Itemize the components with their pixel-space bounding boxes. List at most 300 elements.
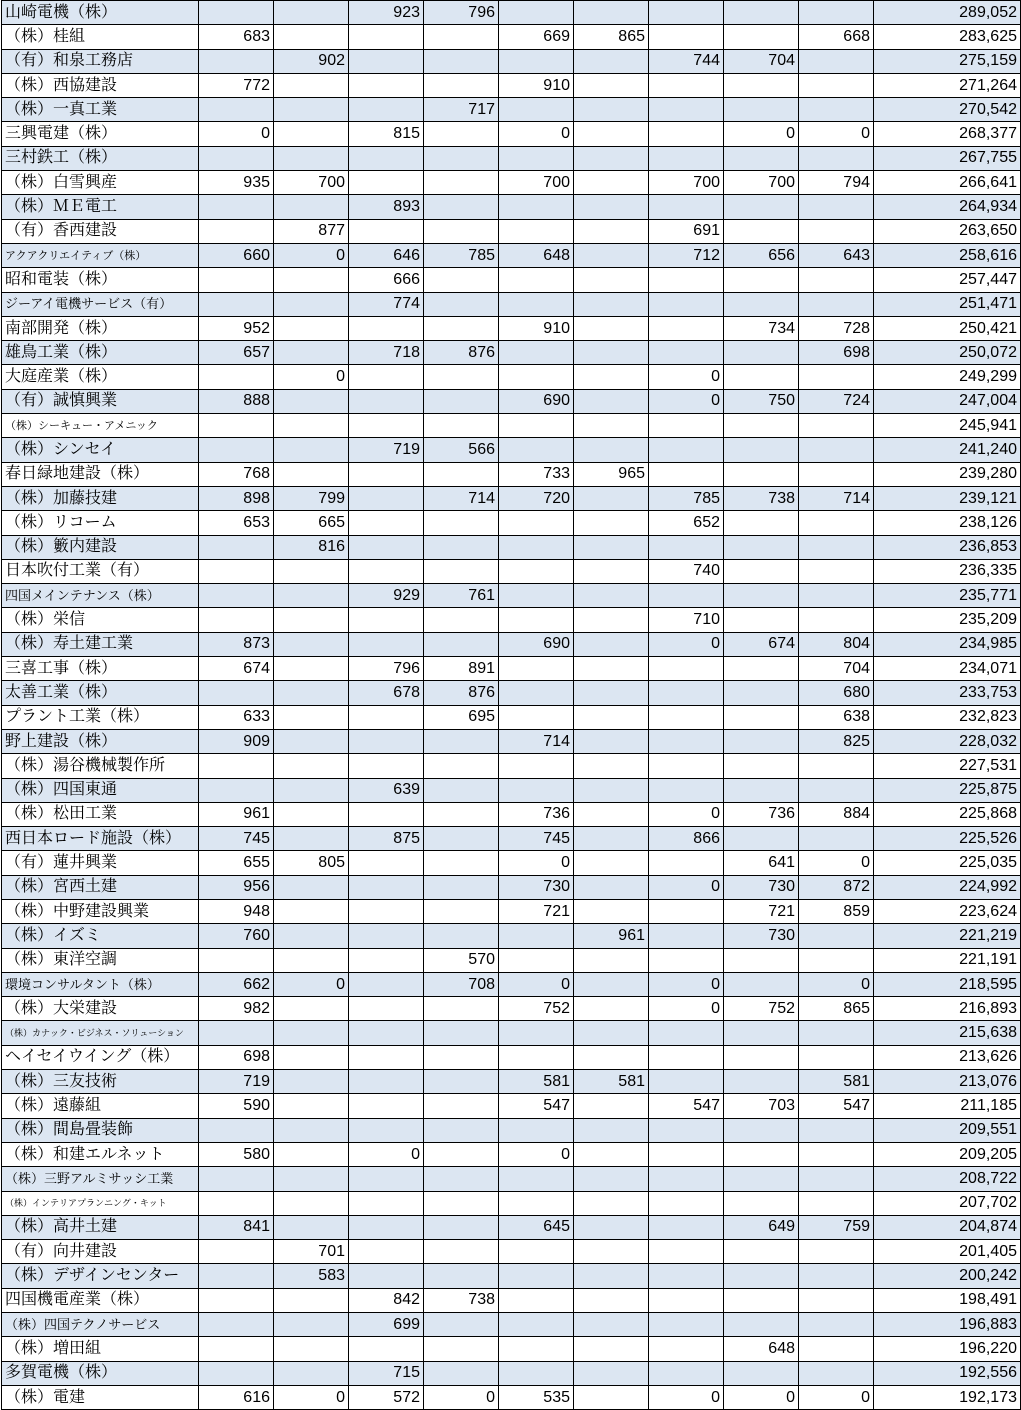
score-cell [424, 219, 499, 243]
score-cell: 875 [349, 827, 424, 851]
score-cell [574, 802, 649, 826]
table-row [2, 171, 1021, 195]
score-cell [799, 1, 874, 25]
score-cell: 785 [649, 486, 724, 510]
score-cell [724, 1, 799, 25]
score-cell [574, 584, 649, 608]
score-cell [274, 608, 349, 632]
score-cell [799, 1361, 874, 1385]
score-cell [649, 657, 724, 681]
score-cell [424, 365, 499, 389]
score-cell [799, 948, 874, 972]
score-cell [349, 25, 424, 49]
total-cell: 266,641 [874, 171, 1021, 195]
total-cell: 225,526 [874, 827, 1021, 851]
score-cell [349, 73, 424, 97]
score-cell [349, 1070, 424, 1094]
score-cell [649, 316, 724, 340]
score-cell: 772 [199, 73, 274, 97]
score-cell: 0 [349, 1142, 424, 1166]
score-cell [349, 997, 424, 1021]
table-row [2, 584, 1021, 608]
score-cell [724, 268, 799, 292]
score-cell [574, 632, 649, 656]
score-cell [274, 729, 349, 753]
score-cell [649, 948, 724, 972]
score-cell: 715 [349, 1361, 424, 1385]
score-cell [499, 705, 574, 729]
score-cell: 714 [499, 729, 574, 753]
company-name-cell: 三喜工事（株） [2, 657, 199, 681]
score-cell: 701 [274, 1240, 349, 1264]
score-cell [349, 389, 424, 413]
score-cell [274, 122, 349, 146]
score-cell: 648 [499, 243, 574, 267]
score-cell [499, 219, 574, 243]
score-cell: 616 [199, 1385, 274, 1409]
company-name-cell: （有）誠慎興業 [2, 389, 199, 413]
score-cell: 699 [349, 1313, 424, 1337]
score-cell [574, 705, 649, 729]
score-cell: 948 [199, 899, 274, 923]
total-cell: 270,542 [874, 98, 1021, 122]
score-cell: 700 [499, 171, 574, 195]
score-cell [574, 948, 649, 972]
score-cell [274, 754, 349, 778]
score-cell [499, 1337, 574, 1361]
total-cell: 221,219 [874, 924, 1021, 948]
score-cell [499, 754, 574, 778]
company-name-cell: （株）電建 [2, 1385, 199, 1409]
score-cell: 799 [274, 486, 349, 510]
score-cell [349, 559, 424, 583]
score-cell: 721 [724, 899, 799, 923]
table-row [2, 1, 1021, 25]
score-cell [499, 268, 574, 292]
score-cell: 961 [199, 802, 274, 826]
company-name-cell: （株）栄信 [2, 608, 199, 632]
score-cell: 712 [649, 243, 724, 267]
total-cell: 225,868 [874, 802, 1021, 826]
company-name-cell: （株）インテリアプランニング・キット [2, 1191, 199, 1215]
score-cell: 570 [424, 948, 499, 972]
score-cell [574, 49, 649, 73]
score-cell: 0 [799, 122, 874, 146]
score-cell: 719 [199, 1070, 274, 1094]
total-cell: 245,941 [874, 414, 1021, 438]
score-cell [274, 1070, 349, 1094]
score-cell [424, 1337, 499, 1361]
score-cell: 666 [349, 268, 424, 292]
score-cell: 774 [349, 292, 424, 316]
score-cell [424, 754, 499, 778]
score-cell [724, 1142, 799, 1166]
score-cell [799, 1288, 874, 1312]
score-cell [799, 98, 874, 122]
company-name-cell: （株）高井土建 [2, 1215, 199, 1239]
score-cell: 745 [199, 827, 274, 851]
score-cell [649, 924, 724, 948]
score-cell [574, 243, 649, 267]
score-cell [349, 899, 424, 923]
score-cell: 794 [799, 171, 874, 195]
score-cell [724, 827, 799, 851]
table-row [2, 486, 1021, 510]
score-cell [274, 98, 349, 122]
score-cell [724, 657, 799, 681]
score-cell: 796 [349, 657, 424, 681]
score-cell: 0 [499, 122, 574, 146]
score-cell [574, 414, 649, 438]
table-row [2, 1313, 1021, 1337]
score-cell [724, 1191, 799, 1215]
score-cell [199, 1021, 274, 1045]
score-cell [199, 414, 274, 438]
score-cell [574, 559, 649, 583]
score-cell: 656 [724, 243, 799, 267]
table-row [2, 1070, 1021, 1094]
score-cell [424, 729, 499, 753]
table-row [2, 899, 1021, 923]
score-cell [574, 1385, 649, 1409]
score-cell [349, 851, 424, 875]
table-row [2, 1215, 1021, 1239]
score-cell [574, 1118, 649, 1142]
score-cell: 649 [724, 1215, 799, 1239]
score-cell [799, 754, 874, 778]
score-cell [724, 754, 799, 778]
total-cell: 249,299 [874, 365, 1021, 389]
score-cell [649, 535, 724, 559]
score-cell [724, 73, 799, 97]
score-cell [649, 146, 724, 170]
score-cell [649, 705, 724, 729]
score-cell [274, 341, 349, 365]
score-cell [799, 49, 874, 73]
score-cell: 674 [724, 632, 799, 656]
score-cell [424, 195, 499, 219]
company-name-cell: （株）寿土建工業 [2, 632, 199, 656]
score-cell: 898 [199, 486, 274, 510]
table-row [2, 705, 1021, 729]
score-cell [574, 1313, 649, 1337]
company-name-cell: （株）和建エルネット [2, 1142, 199, 1166]
table-row [2, 1118, 1021, 1142]
score-cell [649, 1, 724, 25]
score-cell [424, 1094, 499, 1118]
score-cell [799, 438, 874, 462]
score-cell [499, 535, 574, 559]
table-row [2, 657, 1021, 681]
table-row [2, 292, 1021, 316]
score-cell: 759 [799, 1215, 874, 1239]
score-cell [574, 997, 649, 1021]
score-cell: 956 [199, 875, 274, 899]
score-cell: 662 [199, 972, 274, 996]
score-cell [799, 73, 874, 97]
total-cell: 192,556 [874, 1361, 1021, 1385]
score-cell [274, 1288, 349, 1312]
score-cell [574, 778, 649, 802]
score-cell [199, 1288, 274, 1312]
score-cell [649, 1337, 724, 1361]
score-cell [424, 1167, 499, 1191]
score-cell [724, 778, 799, 802]
total-cell: 227,531 [874, 754, 1021, 778]
score-cell [424, 608, 499, 632]
score-cell [349, 924, 424, 948]
table-row [2, 875, 1021, 899]
score-cell [799, 1337, 874, 1361]
total-cell: 235,209 [874, 608, 1021, 632]
score-cell [799, 1313, 874, 1337]
score-cell [649, 1264, 724, 1288]
company-name-cell: 南部開発（株） [2, 316, 199, 340]
score-cell [574, 292, 649, 316]
score-cell: 721 [499, 899, 574, 923]
score-cell [574, 486, 649, 510]
score-cell [424, 1070, 499, 1094]
score-cell [349, 948, 424, 972]
score-cell [424, 1264, 499, 1288]
score-cell: 708 [424, 972, 499, 996]
score-cell: 720 [499, 486, 574, 510]
company-name-cell: ジーアイ電機サービス（有） [2, 292, 199, 316]
score-cell [574, 365, 649, 389]
score-cell [724, 146, 799, 170]
score-cell [499, 1118, 574, 1142]
score-cell: 674 [199, 657, 274, 681]
score-table [1, 0, 1021, 1410]
score-cell [649, 1215, 724, 1239]
table-row [2, 1167, 1021, 1191]
total-cell: 268,377 [874, 122, 1021, 146]
score-cell [424, 292, 499, 316]
total-cell: 218,595 [874, 972, 1021, 996]
score-cell [349, 972, 424, 996]
table-row [2, 632, 1021, 656]
score-cell [574, 219, 649, 243]
score-cell: 703 [724, 1094, 799, 1118]
score-cell: 724 [799, 389, 874, 413]
score-cell: 572 [349, 1385, 424, 1409]
company-name-cell: 四国メインテナンス（株） [2, 584, 199, 608]
score-cell: 581 [574, 1070, 649, 1094]
score-cell [649, 1070, 724, 1094]
company-name-cell: （株）大栄建設 [2, 997, 199, 1021]
score-cell [349, 511, 424, 535]
score-cell [424, 122, 499, 146]
score-cell: 0 [199, 122, 274, 146]
score-cell [274, 924, 349, 948]
total-cell: 209,205 [874, 1142, 1021, 1166]
company-name-cell: （株）三友技術 [2, 1070, 199, 1094]
total-cell: 235,771 [874, 584, 1021, 608]
total-cell: 239,121 [874, 486, 1021, 510]
score-cell [349, 1264, 424, 1288]
score-cell [199, 535, 274, 559]
score-cell [649, 778, 724, 802]
score-cell [499, 1264, 574, 1288]
score-cell [424, 73, 499, 97]
score-cell [274, 414, 349, 438]
total-cell: 236,853 [874, 535, 1021, 559]
score-cell [799, 146, 874, 170]
score-cell [574, 98, 649, 122]
score-cell [199, 438, 274, 462]
score-cell: 891 [424, 657, 499, 681]
company-name-cell: プラント工業（株） [2, 705, 199, 729]
score-cell [424, 1118, 499, 1142]
company-name-cell: 三興電建（株） [2, 122, 199, 146]
score-cell: 730 [724, 875, 799, 899]
score-cell [349, 1118, 424, 1142]
score-cell: 566 [424, 438, 499, 462]
score-cell [199, 948, 274, 972]
score-cell [349, 1045, 424, 1069]
score-cell [724, 681, 799, 705]
score-cell: 643 [799, 243, 874, 267]
score-cell [649, 462, 724, 486]
score-cell [574, 146, 649, 170]
total-cell: 258,616 [874, 243, 1021, 267]
company-name-cell: （株）宮西土建 [2, 875, 199, 899]
score-cell [499, 657, 574, 681]
score-cell [799, 924, 874, 948]
score-cell: 738 [424, 1288, 499, 1312]
score-cell [574, 972, 649, 996]
score-cell [574, 316, 649, 340]
score-cell [274, 584, 349, 608]
score-cell: 633 [199, 705, 274, 729]
score-cell [574, 1045, 649, 1069]
score-cell: 0 [649, 1385, 724, 1409]
score-cell: 698 [199, 1045, 274, 1069]
total-cell: 238,126 [874, 511, 1021, 535]
score-cell [349, 219, 424, 243]
score-cell: 825 [799, 729, 874, 753]
score-cell [274, 1167, 349, 1191]
table-row [2, 25, 1021, 49]
score-cell [799, 1045, 874, 1069]
total-cell: 215,638 [874, 1021, 1021, 1045]
total-cell: 263,650 [874, 219, 1021, 243]
score-cell [499, 948, 574, 972]
score-cell [424, 1240, 499, 1264]
score-cell: 0 [799, 851, 874, 875]
score-cell: 700 [724, 171, 799, 195]
score-cell [349, 1167, 424, 1191]
table-row [2, 924, 1021, 948]
score-cell [574, 511, 649, 535]
company-name-cell: （有）和泉工務店 [2, 49, 199, 73]
score-cell [574, 1337, 649, 1361]
score-cell [274, 1045, 349, 1069]
score-cell [724, 559, 799, 583]
score-cell: 740 [649, 559, 724, 583]
score-cell [424, 1021, 499, 1045]
score-cell [574, 1191, 649, 1215]
table-row [2, 827, 1021, 851]
score-cell [199, 268, 274, 292]
table-row [2, 1094, 1021, 1118]
score-cell [349, 414, 424, 438]
score-cell [349, 316, 424, 340]
total-cell: 221,191 [874, 948, 1021, 972]
score-cell [199, 1240, 274, 1264]
score-cell [724, 535, 799, 559]
score-cell [724, 219, 799, 243]
score-cell: 804 [799, 632, 874, 656]
score-cell: 876 [424, 341, 499, 365]
score-cell [424, 49, 499, 73]
score-cell [199, 608, 274, 632]
table-row [2, 535, 1021, 559]
score-cell [199, 1118, 274, 1142]
total-cell: 241,240 [874, 438, 1021, 462]
score-cell [574, 1094, 649, 1118]
score-cell [274, 681, 349, 705]
score-cell [574, 754, 649, 778]
score-cell [649, 195, 724, 219]
score-cell: 923 [349, 1, 424, 25]
score-cell [499, 1, 574, 25]
score-cell [349, 608, 424, 632]
total-cell: 201,405 [874, 1240, 1021, 1264]
company-name-cell: 雄鳥工業（株） [2, 341, 199, 365]
company-name-cell: （株）間島畳装飾 [2, 1118, 199, 1142]
score-cell [424, 632, 499, 656]
score-cell [349, 462, 424, 486]
score-cell [574, 899, 649, 923]
score-cell [574, 341, 649, 365]
table-row [2, 608, 1021, 632]
company-name-cell: アクアクリエイティブ（株） [2, 243, 199, 267]
score-cell [799, 559, 874, 583]
total-cell: 209,551 [874, 1118, 1021, 1142]
company-name-cell: （株）デザインセンター [2, 1264, 199, 1288]
score-cell: 652 [649, 511, 724, 535]
score-cell [799, 535, 874, 559]
score-cell [724, 511, 799, 535]
score-cell [199, 1337, 274, 1361]
score-cell: 665 [274, 511, 349, 535]
score-cell [799, 365, 874, 389]
score-cell [499, 1021, 574, 1045]
score-cell [649, 1142, 724, 1166]
score-cell [649, 73, 724, 97]
total-cell: 211,185 [874, 1094, 1021, 1118]
company-name-cell: 西日本ロード施設（株） [2, 827, 199, 851]
total-cell: 271,264 [874, 73, 1021, 97]
company-name-cell: （株）桂組 [2, 25, 199, 49]
score-cell [274, 25, 349, 49]
score-cell [199, 754, 274, 778]
score-cell: 0 [649, 389, 724, 413]
score-cell [724, 608, 799, 632]
table-row [2, 122, 1021, 146]
company-name-cell: （株）湯谷機械製作所 [2, 754, 199, 778]
score-cell [724, 1167, 799, 1191]
score-cell [574, 1361, 649, 1385]
score-cell: 760 [199, 924, 274, 948]
score-cell: 691 [649, 219, 724, 243]
total-cell: 224,992 [874, 875, 1021, 899]
total-cell: 225,875 [874, 778, 1021, 802]
score-cell [574, 73, 649, 97]
table-row [2, 243, 1021, 267]
total-cell: 196,883 [874, 1313, 1021, 1337]
